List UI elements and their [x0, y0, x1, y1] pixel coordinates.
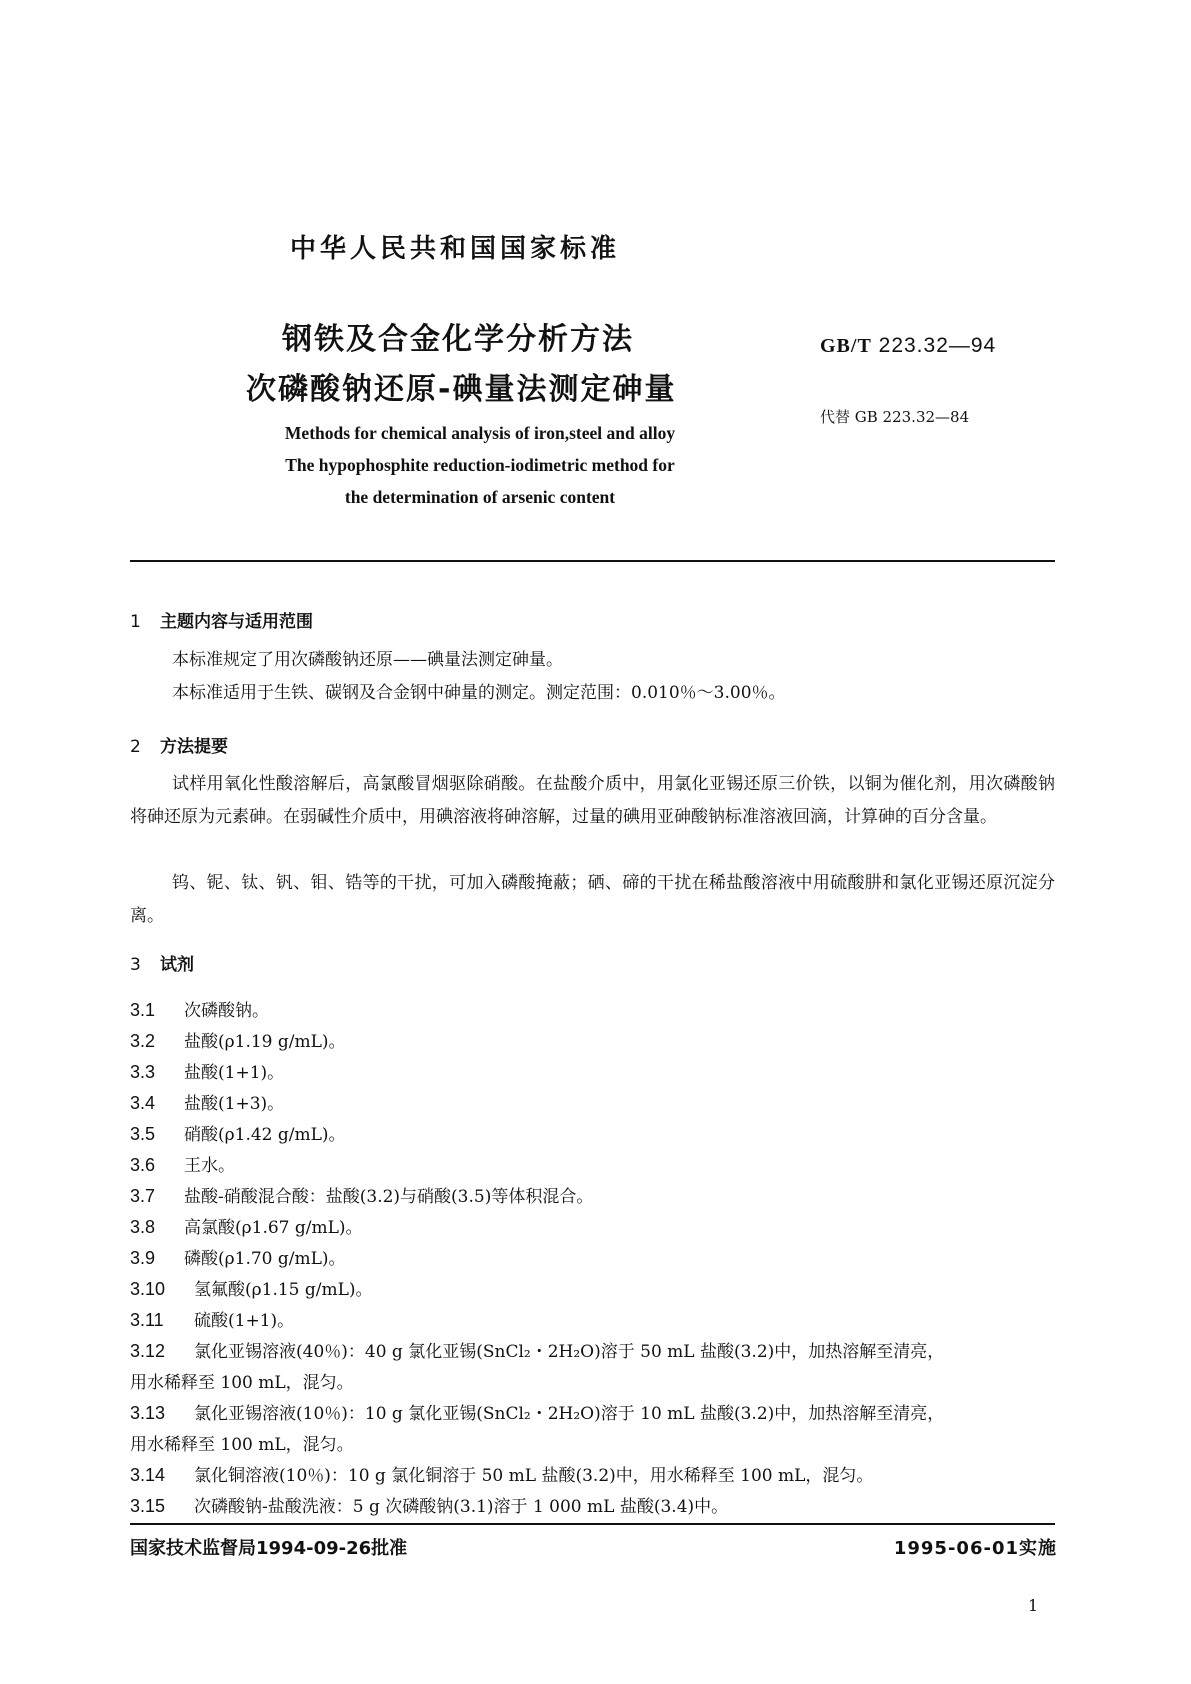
- reagent-text: 氯化亚锡溶液(10％)：10 g 氯化亚锡(SnCl₂・2H₂O)溶于 10 mL 盐酸(3.2)中，加热溶解至清亮，: [194, 1404, 945, 1424]
- reagent-item: [130, 1058, 284, 1083]
- reagent-number: 3.12: [130, 1341, 166, 1361]
- reagent-item: [130, 1461, 873, 1486]
- reagent-text: 盐酸-硝酸混合酸：盐酸(3.2)与硝酸(3.5)等体积混合。: [184, 1187, 594, 1207]
- section-1-para-1: 本标准规定了用次磷酸钠还原——碘量法测定砷量。: [172, 650, 563, 670]
- reagent-number: 3.1: [130, 1000, 156, 1020]
- reagent-number: 3.15: [130, 1496, 166, 1516]
- reagent-number: 3.9: [130, 1248, 156, 1268]
- standard-code: [820, 334, 996, 358]
- reagent-number: 3.6: [130, 1155, 156, 1175]
- reagent-item: [130, 996, 269, 1021]
- reagent-number: 3.3: [130, 1062, 156, 1082]
- implementation-date: 1995-06-01实施: [893, 1538, 1057, 1559]
- reagent-text: 氯化铜溶液(10％)：10 g 氯化铜溶于 50 mL 盐酸(3.2)中，用水稀释至 100 mL，混匀。: [194, 1466, 874, 1486]
- reagent-item: [130, 1213, 363, 1238]
- reagent-text: 盐酸(1+3)。: [184, 1094, 285, 1114]
- reagent-number: 3.2: [130, 1031, 156, 1051]
- section-1-para-2: 本标准适用于生铁、碳钢及合金钢中砷量的测定。测定范围：0.010％～3.00％。: [172, 683, 786, 703]
- reagent-text: 磷酸(ρ1.70 g/mL)。: [184, 1249, 346, 1269]
- section-2-heading: [130, 732, 228, 757]
- title-en-line1: Methods for chemical analysis of iron,steel and alloy: [284, 423, 676, 443]
- page-number: 1: [1028, 1596, 1039, 1615]
- reagent-text: 高氯酸(ρ1.67 g/mL)。: [184, 1218, 363, 1238]
- reagent-continuation: 用水稀释至 100 mL，混匀。: [130, 1373, 354, 1393]
- approval-note: 国家技术监督局1994-09-26批准: [130, 1538, 408, 1559]
- reagent-item: [130, 1306, 294, 1331]
- reagent-text: 王水。: [184, 1156, 235, 1176]
- footer-divider: [130, 1523, 1055, 1525]
- section-2-para-1: 试样用氧化性酸溶解后，高氯酸冒烟驱除硝酸。在盐酸介质中，用氯化亚锡还原三价铁，以铜为催化剂，用次磷酸钠将砷还原为元素砷。在弱碱性介质中，用碘溶液将砷溶解，过量的碘用亚砷酸钠标准溶液回滴，计算砷的百分含量。: [130, 774, 1055, 827]
- national-standard-heading: 中华人民共和国国家标准: [290, 234, 621, 264]
- reagent-item: [130, 1492, 728, 1517]
- reagent-item: [130, 1275, 373, 1300]
- section-1-number: 1: [130, 612, 141, 632]
- reagent-text: 盐酸(ρ1.19 g/mL)。: [184, 1032, 346, 1052]
- section-2-title: 方法提要: [160, 737, 228, 757]
- reagent-number: 3.13: [130, 1403, 166, 1423]
- reagent-number: 3.11: [130, 1310, 164, 1330]
- replaces-note: 代替 GB 223.32—84: [820, 408, 970, 426]
- reagent-text: 硝酸(ρ1.42 g/mL)。: [184, 1125, 346, 1145]
- reagent-text: 次磷酸钠。: [184, 1001, 269, 1021]
- reagent-item: [130, 1027, 346, 1052]
- title-cn-line1: 钢铁及合金化学分析方法: [282, 322, 634, 357]
- reagent-item: [130, 1244, 346, 1269]
- section-3-heading: [130, 950, 194, 975]
- section-1-heading: [130, 607, 313, 632]
- reagent-item: [130, 1120, 346, 1145]
- section-2-number: 2: [130, 737, 141, 757]
- reagent-text: 次磷酸钠-盐酸洗液：5 g 次磷酸钠(3.1)溶于 1 000 mL 盐酸(3.4)中。: [194, 1497, 729, 1517]
- reagent-item: [130, 1089, 284, 1114]
- reagent-item: [130, 1151, 235, 1176]
- reagent-number: 3.7: [130, 1186, 156, 1206]
- section-3-number: 3: [130, 955, 141, 975]
- title-en-line2: The hypophosphite reduction-iodimetric method for: [285, 455, 675, 475]
- reagent-number: 3.10: [130, 1279, 166, 1299]
- reagent-text: 硫酸(1+1)。: [194, 1311, 295, 1331]
- reagent-item: [130, 1337, 944, 1362]
- reagent-number: 3.4: [130, 1093, 156, 1113]
- reagent-text: 盐酸(1+1)。: [184, 1063, 285, 1083]
- code-number: 223.32—94: [878, 334, 997, 357]
- reagent-item: [130, 1399, 944, 1424]
- section-2-para-2: 钨、铌、钛、钒、钼、锆等的干扰，可加入磷酸掩蔽；硒、碲的干扰在稀盐酸溶液中用硫酸肼和氯化亚锡还原沉淀分离。: [130, 873, 1055, 926]
- code-prefix: GB/T: [820, 335, 872, 357]
- reagent-item: [130, 1182, 593, 1207]
- title-en-line3: the determination of arsenic content: [344, 487, 616, 507]
- header-divider: [130, 560, 1055, 562]
- reagent-text: 氯化亚锡溶液(40％)：40 g 氯化亚锡(SnCl₂・2H₂O)溶于 50 mL 盐酸(3.2)中，加热溶解至清亮，: [194, 1342, 945, 1362]
- section-3-title: 试剂: [160, 955, 194, 975]
- reagent-number: 3.8: [130, 1217, 156, 1237]
- reagent-continuation: 用水稀释至 100 mL，混匀。: [130, 1435, 354, 1455]
- reagent-number: 3.14: [130, 1465, 166, 1485]
- reagent-number: 3.5: [130, 1124, 156, 1144]
- title-cn-line2: 次磷酸钠还原-碘量法测定砷量: [246, 372, 677, 407]
- section-1-title: 主题内容与适用范围: [160, 612, 313, 632]
- reagent-text: 氢氟酸(ρ1.15 g/mL)。: [194, 1280, 373, 1300]
